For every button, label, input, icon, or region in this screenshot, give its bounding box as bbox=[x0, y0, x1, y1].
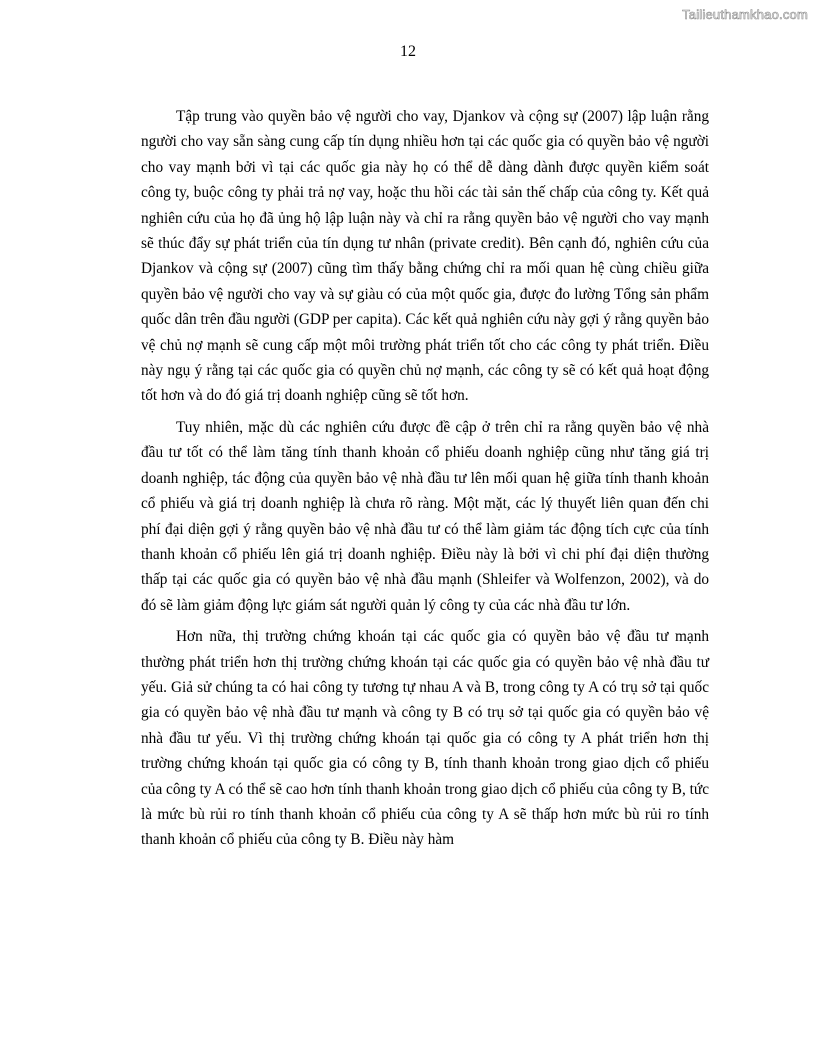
watermark-text: Tailieuthamkhao.com bbox=[682, 7, 808, 22]
paragraph-stock-market: Hơn nữa, thị trường chứng khoán tại các quốc gia có quyền bảo vệ đầu tư mạnh thường phát triển hơn thị trường chứng khoán tại các quốc gia có quyền bảo vệ nhà đầu tư yếu. Giả sử chúng ta có hai công ty tương tự nhau A và B, trong công ty A có trụ sở tại quốc gia có quyền bảo vệ nhà đầu tư mạnh và công ty B có trụ sở tại quốc gia có quyền bảo vệ nhà đầu tư yếu. Vì thị trường chứng khoán tại quốc gia có công ty A phát triển hơn thị trường chứng khoán tại quốc gia có công ty B, tính thanh khoản trong giao dịch cổ phiếu của công ty A có thể sẽ cao hơn tính thanh khoản trong giao dịch cổ phiếu của công ty B, tức là mức bù rủi ro tính thanh khoản cổ phiếu của công ty A sẽ thấp hơn mức bù rủi ro tính thanh khoản cổ phiếu của công ty B. Điều này hàm bbox=[141, 628, 709, 849]
page-number: 12 bbox=[400, 43, 416, 60]
paragraph-investor-protection: Tuy nhiên, mặc dù các nghiên cứu được đề cập ở trên chỉ ra rằng quyền bảo vệ nhà đầu tư tốt có thể làm tăng tính thanh khoản cổ phiếu doanh nghiệp cũng như tăng giá trị doanh nghiệp, tác động của quyền bảo vệ nhà đầu tư lên mối quan hệ giữa tính thanh khoản cổ phiếu và giá trị doanh nghiệp là chưa rõ ràng. Một mặt, các lý thuyết liên quan đến chi phí đại diện gợi ý rằng quyền bảo vệ nhà đầu tư có thể làm giảm tác động tích cực của tính thanh khoản cổ phiếu lên giá trị doanh nghiệp. Điều này là bởi vì chi phí đại diện thường thấp tại các quốc gia có quyền bảo vệ nhà đầu mạnh (Shleifer và Wolfenzon, 2002), và do đó sẽ làm giảm động lực giám sát người quản lý công ty của các nhà đầu tư lớn. bbox=[141, 418, 709, 614]
paragraph-creditor-rights: Tập trung vào quyền bảo vệ người cho vay, Djankov và cộng sự (2007) lập luận rằng người cho vay sẵn sàng cung cấp tín dụng nhiều hơn tại các quốc gia có quyền bảo vệ người cho vay mạnh bởi vì tại các quốc gia này họ có thể dễ dàng dành được quyền kiểm soát công ty, buộc công ty phải trả nợ vay, hoặc thu hồi các tài sản thế chấp của công ty. Kết quả nghiên cứu của họ đã ủng hộ lập luận này và chỉ ra rằng quyền bảo vệ người cho vay mạnh sẽ thúc đẩy sự phát triển của tín dụng tư nhân (private credit). Bên cạnh đó, nghiên cứu của Djankov và cộng sự (2007) cũng tìm thấy bằng chứng chỉ ra mối quan hệ cùng chiều giữa quyền bảo vệ người cho vay và sự giàu có của một quốc gia, được đo lường Tổng sản phẩm quốc dân trên đầu người (GDP per capita). Các kết quả nghiên cứu này gợi ý rằng quyền bảo vệ chủ nợ mạnh sẽ cung cấp một môi trường phát triển tốt cho các công ty phát triển. Điều này ngụ ý rằng tại các quốc gia có quyền chủ nợ mạnh, các công ty sẽ có kết quả hoạt động tốt hơn và do đó giá trị doanh nghiệp cũng sẽ tốt hơn. bbox=[141, 108, 709, 405]
body-text bbox=[141, 104, 709, 859]
